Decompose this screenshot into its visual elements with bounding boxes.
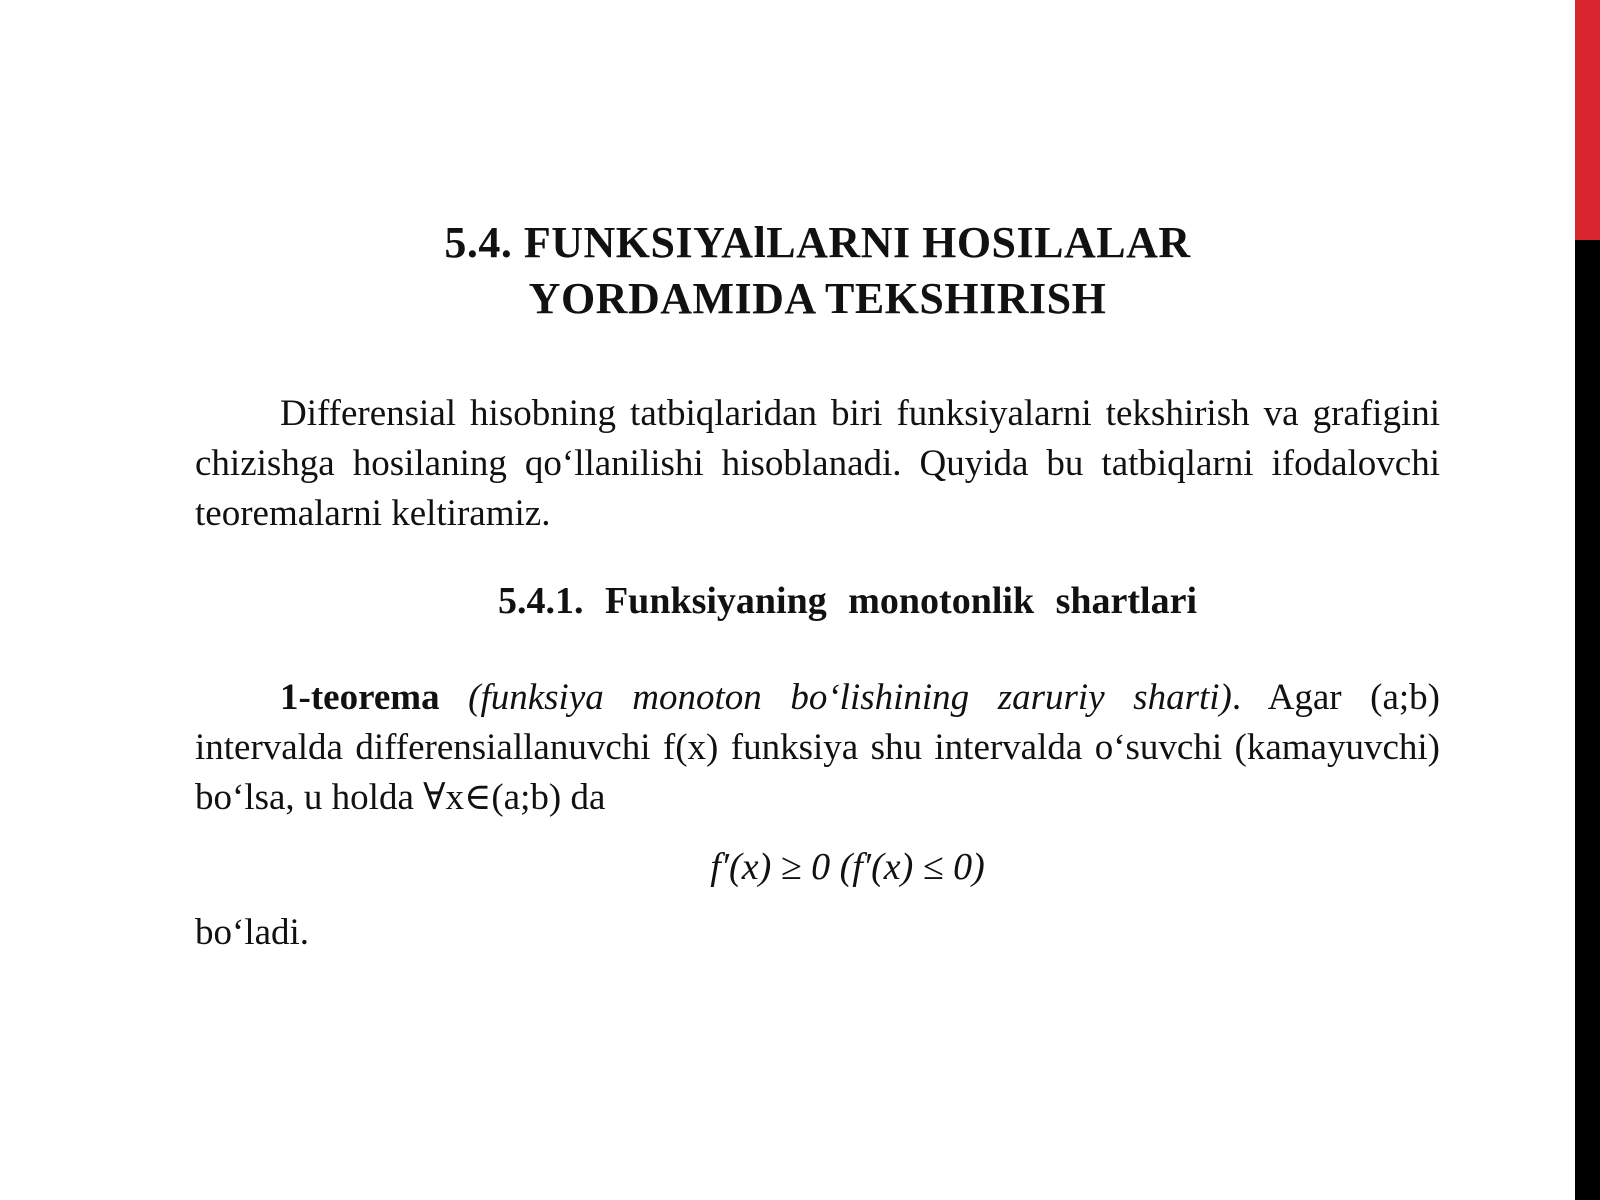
theorem-label: 1-teorema — [280, 677, 440, 718]
subsection-title: 5.4.1. Funksiyaning monotonlik shartlari — [497, 580, 1198, 622]
slide-content — [195, 215, 1440, 954]
theorem-paragraph — [195, 673, 1440, 823]
formula: f′(x) ≥ 0 (f′(x) ≤ 0) — [710, 846, 985, 888]
intro-paragraph: Differensial hisobning tatbiqlaridan biri funksiyalarni tekshirish va grafigini chizishga hosilaning qo‘llanilishi hisoblanadi. Quyida bu tatbiqlarni ifodalovchi teoremalarni keltiramiz. — [195, 393, 1440, 534]
accent-bar-red — [1575, 0, 1600, 240]
section-title — [195, 215, 1440, 327]
title-line-2: YORDAMIDA TEKSHIRISH — [528, 274, 1107, 323]
theorem-agar: . Agar — [1231, 677, 1342, 718]
accent-bar-black — [1575, 240, 1600, 1200]
closing-text: bo‘ladi. — [195, 912, 310, 953]
theorem-condition: (funksiya monoton bo‘lishining zaruriy sharti) — [468, 677, 1232, 718]
title-line-1: 5.4. FUNKSIYAlLARNI HOSILALAR — [444, 218, 1191, 267]
theorem-body: (a;b) intervalda differensiallanuvchi f(x) funksiya shu intervalda o‘suvchi (kamayuvchi) bo‘lsa, u holda ∀x∈(a;b) da — [195, 677, 1441, 818]
